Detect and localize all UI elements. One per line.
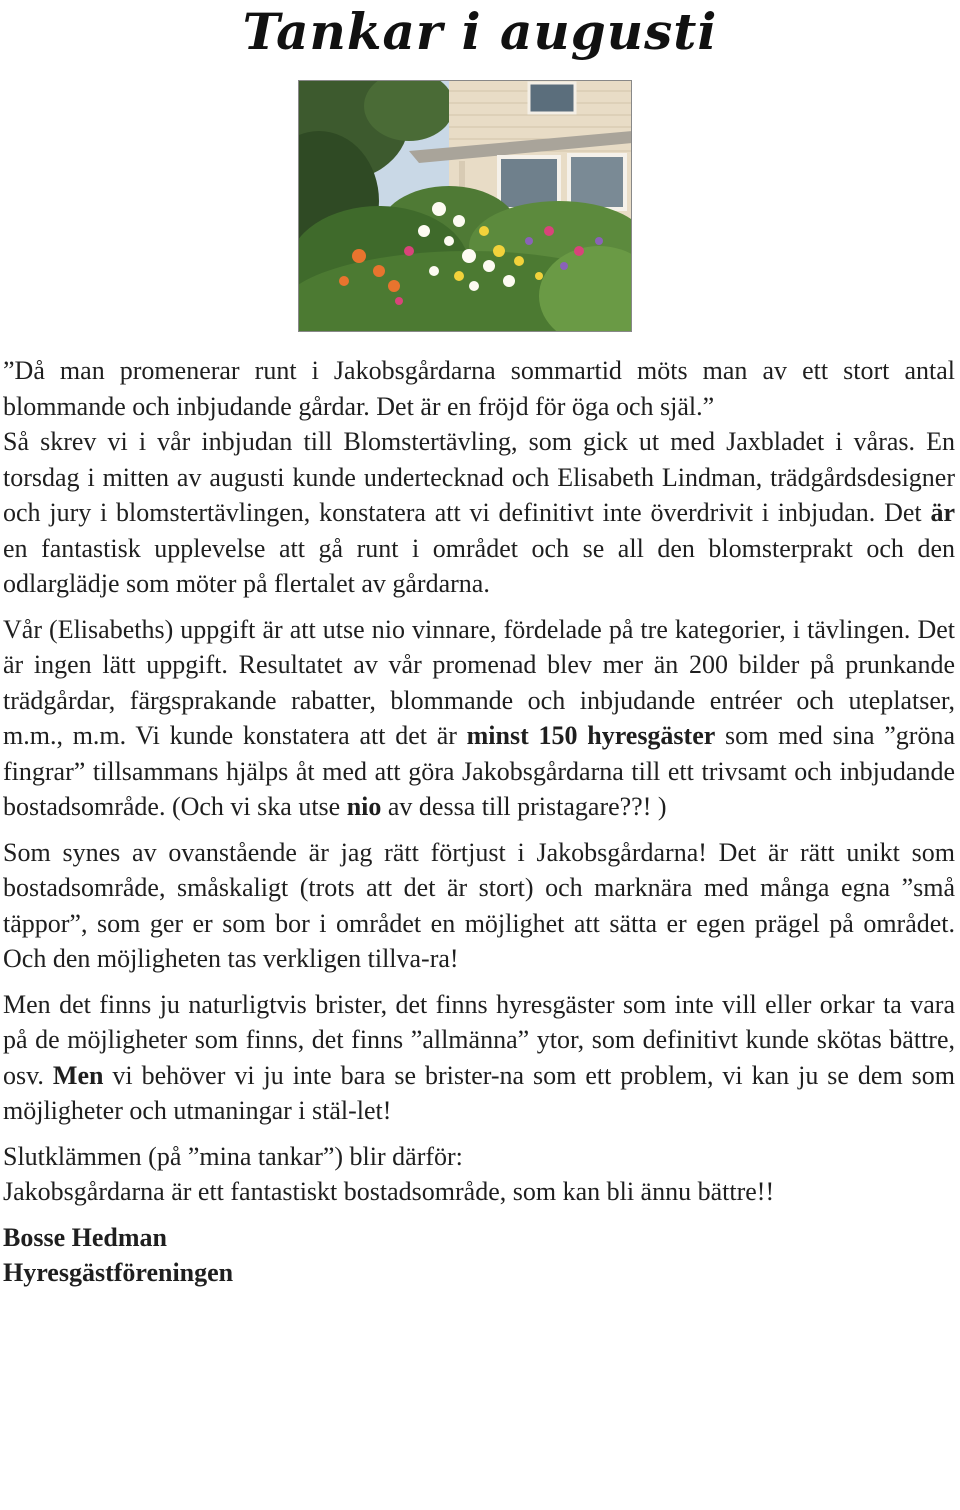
- paragraph-text: som med sina ”gröna fingrar” tillsammans hjälps åt med att göra Jakobsgårdarna till ett trivsamt och inbjudande bostadsområde. (Och vi ska utse: [3, 721, 955, 821]
- paragraph-text: Så skrev vi i vår inbjudan till Blomstertävling, som gick ut med Jaxbladet i våras. En torsdag i mitten av augusti kunde undertecknad och Elisabeth Lindman, trädgårdsdesigner och jury i blomstertävlingen, konstatera att vi definitivt inte överdrivit i inbjudan. Det: [3, 427, 955, 527]
- paragraph-invitation: [3, 424, 955, 602]
- bold-text: Men: [52, 1060, 104, 1090]
- paragraph-text: Men det finns ju naturligtvis brister, det finns hyresgäster som inte vill eller orkar ta vara på de möjligheter som finns, det finns ”allmänna” ytor, som definitivt kunde skötas bättre, osv.: [3, 989, 955, 1090]
- bold-text: minst 150 hyresgäster: [466, 721, 716, 750]
- paragraph-enthusiasm: Som synes av ovanstående är jag rätt förtjust i Jakobsgårdarna! Det är rätt unikt som bostadsområde, småskaligt (trots att det är stort) och marknära med många egna ”små täppor”, som ger er som bor i området en möjlighet att sätta er egen prägel på området. Och den möjligheten tas verkligen tillva-ra!: [3, 837, 955, 973]
- paragraph-text: Vår (Elisabeths) uppgift är att utse nio vinnare, fördelade på tre kategorier, i tävlingen. Det är ingen lätt uppgift. Resultatet av vår promenad blev mer än 200 bilder på prunkande trädgårdar, färgsprakande rabatter, blommande och inbjudande entréer och uteplatser, m.m., m.m. Vi kunde konstatera att det är: [3, 614, 955, 750]
- bold-text: nio: [346, 792, 382, 821]
- paragraph-conclusion-intro: Slutklämmen (på ”mina tankar”) blir därför:: [3, 1141, 463, 1171]
- bold-text: är: [930, 498, 955, 527]
- garden-photo-icon: [299, 81, 632, 332]
- signature-name: Bosse Hedman: [3, 1222, 167, 1252]
- signature-organization: Hyresgästföreningen: [3, 1258, 234, 1287]
- paragraph-conclusion: Jakobsgårdarna är ett fantastiskt bostadsområde, som kan bli ännu bättre!!: [3, 1177, 775, 1206]
- paragraph-text: en fantastisk upplevelse att gå runt i området och se all den blomsterprakt och den odlarglädje som möter på flertalet av gårdarna.: [3, 533, 955, 598]
- paragraph-task: [3, 612, 955, 825]
- article-title: Tankar i augusti: [242, 2, 718, 61]
- garden-photo: [298, 80, 632, 332]
- paragraph-text: av dessa till pristagare??! ): [381, 792, 667, 821]
- article-body: [3, 353, 955, 1291]
- paragraph-text: vi behöver vi ju inte bara se brister-na som ett problem, vi kan ju se dem som möjligheter och utmaningar i stäl-let!: [3, 1060, 955, 1125]
- paragraph-quote: ”Då man promenerar runt i Jakobsgårdarna sommartid möts man av ett stort antal blommande och inbjudande gårdar. Det är en fröjd för öga och själ.”: [3, 356, 955, 421]
- paragraph-shortcomings: [3, 987, 955, 1129]
